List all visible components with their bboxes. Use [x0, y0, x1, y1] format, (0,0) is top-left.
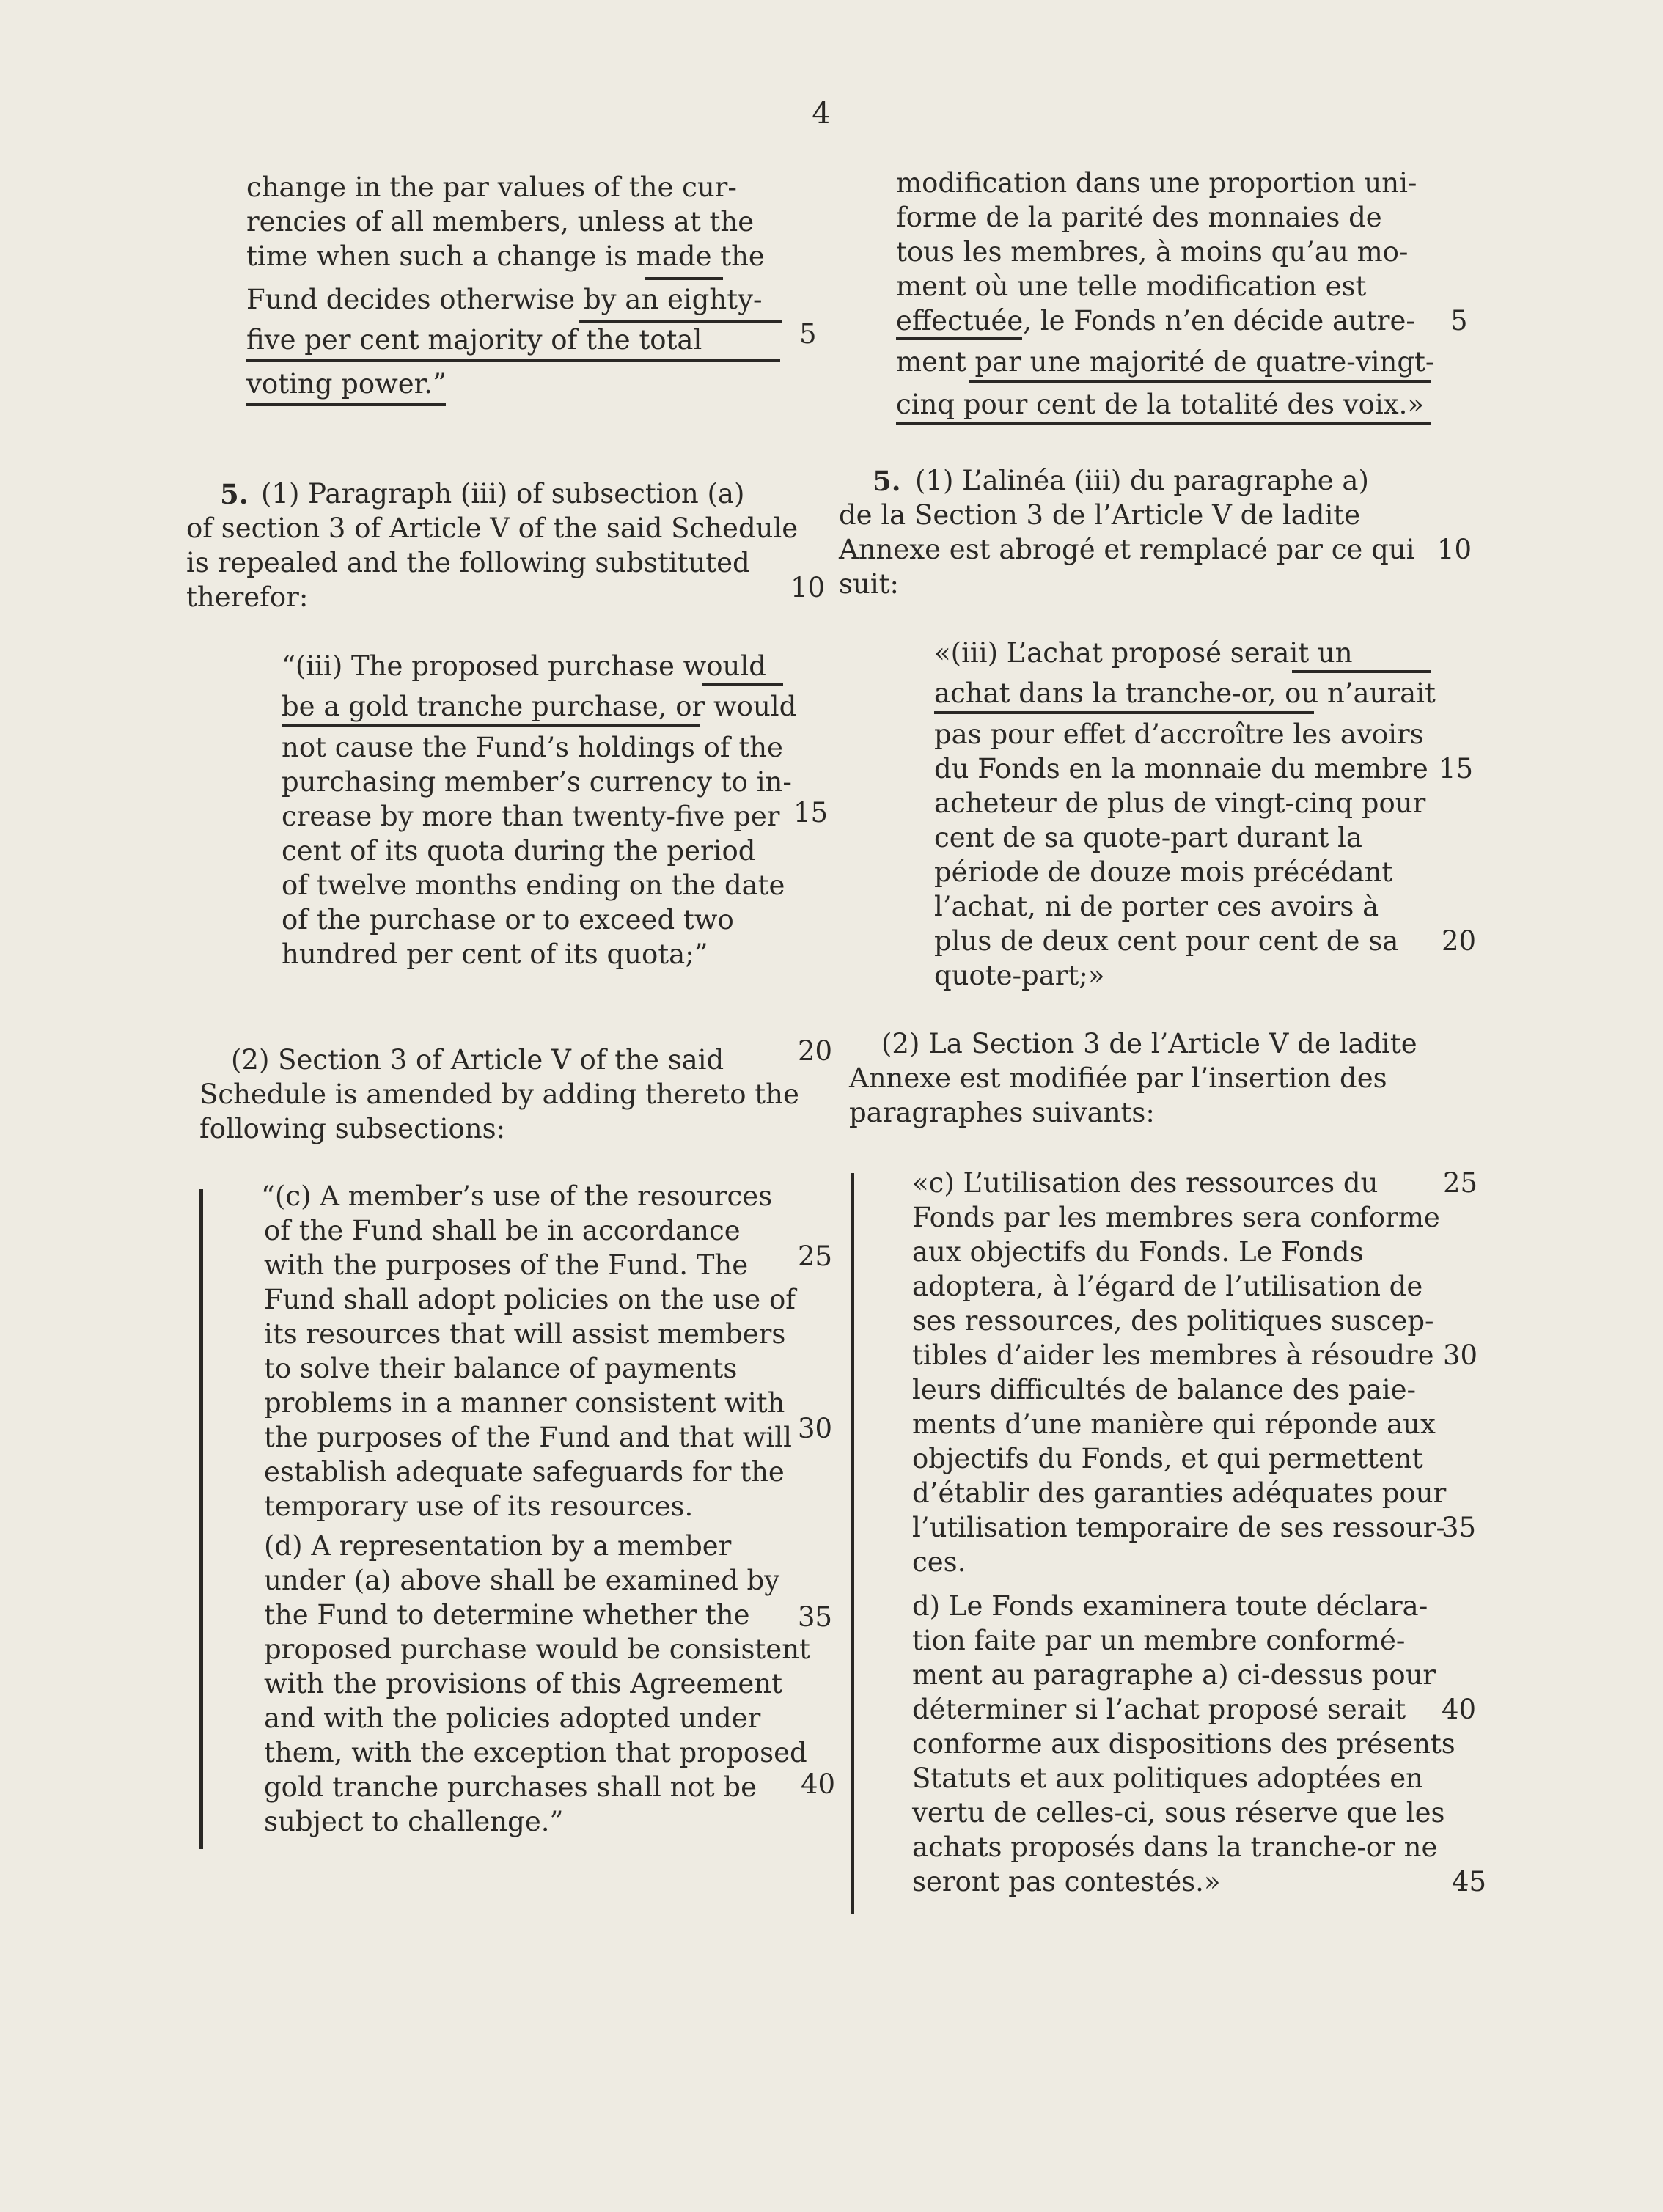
text-line: achats proposés dans la tranche-or ne [912, 1831, 1438, 1863]
text-line: déterminer si l’achat proposé serait [912, 1694, 1406, 1725]
underline-mark [579, 320, 782, 323]
underline-mark [246, 359, 780, 362]
line-number: 25 [798, 1241, 833, 1272]
text-line: therefor: [186, 581, 309, 613]
line-number: 30 [798, 1413, 833, 1444]
text-line: purchasing member’s currency to in- [282, 766, 792, 798]
line-number: 40 [1442, 1694, 1477, 1725]
line-number: 35 [798, 1601, 833, 1633]
text-line: to solve their balance of payments [264, 1353, 738, 1384]
text-line: under (a) above shall be examined by [264, 1565, 780, 1596]
text-line: ses ressources, des politiques suscep- [912, 1305, 1434, 1337]
text-line: modification dans une proportion uni- [896, 167, 1417, 199]
text-line: conforme aux dispositions des présents [912, 1728, 1455, 1760]
text-line: voting power.” [246, 368, 447, 400]
text-line: (1) Paragraph (iii) of subsection (a) [261, 478, 745, 510]
text-line: and with the policies adopted under [264, 1702, 761, 1734]
text-line: tous les membres, à moins qu’au mo- [896, 236, 1409, 268]
line-number: 15 [1439, 753, 1474, 785]
underline-mark [896, 337, 1022, 340]
text-line: problems in a manner consistent with [264, 1387, 785, 1419]
text-line: of the Fund shall be in accordance [264, 1215, 741, 1246]
text-line: du Fonds en la monnaie du membre [934, 753, 1428, 785]
text-line: (2) La Section 3 de l’Article V de ladite [881, 1028, 1417, 1059]
underline-mark [934, 711, 1314, 714]
text-line: adoptera, à l’égard de l’utilisation de [912, 1271, 1423, 1302]
text-line: «(iii) L’achat proposé serait un [934, 637, 1353, 669]
text-line: quote-part;» [934, 960, 1105, 991]
text-line: five per cent majority of the total [246, 324, 702, 356]
text-line: vertu de celles-ci, sous réserve que les [912, 1797, 1445, 1829]
text-line: hundred per cent of its quota;” [282, 938, 708, 970]
line-number: 10 [790, 572, 826, 603]
text-line: tion faite par un membre conformé- [912, 1625, 1406, 1656]
text-line: d’établir des garanties adéquates pour [912, 1477, 1447, 1509]
text-line: leurs difficultés de balance des paie- [912, 1374, 1417, 1406]
text-line: d) Le Fonds examinera toute déclara- [912, 1590, 1428, 1622]
line-number: 5 [1450, 305, 1468, 337]
text-line: de la Section 3 de l’Article V de ladite [839, 499, 1361, 531]
line-number: 25 [1443, 1167, 1478, 1199]
line-number: 15 [793, 797, 829, 828]
text-line: the purposes of the Fund and that will [264, 1422, 792, 1453]
text-line: (1) L’alinéa (iii) du paragraphe a) [915, 465, 1369, 496]
text-line: rencies of all members, unless at the [246, 206, 755, 238]
text-line: l’achat, ni de porter ces avoirs à [934, 891, 1379, 922]
text-line: be a gold tranche purchase, or would [282, 691, 797, 722]
text-line: gold tranche purchases shall not be [264, 1771, 757, 1803]
underline-mark [282, 724, 700, 727]
text-line: tibles d’aider les membres à résoudre [912, 1340, 1434, 1371]
text-line: Annexe est modifiée par l’insertion des [849, 1062, 1387, 1094]
section-number: 5. [873, 465, 901, 497]
text-line-body: time when such a change is made the [246, 240, 765, 272]
underline-mark [702, 683, 783, 686]
text-line [246, 239, 765, 274]
text-line: ment par une majorité de quatre-vingt- [896, 346, 1435, 378]
text-line: (2) Section 3 of Article V of the said [231, 1044, 724, 1076]
text-line: aux objectifs du Fonds. Le Fonds [912, 1236, 1364, 1268]
text-line: the Fund to determine whether the [264, 1599, 750, 1631]
text-line: pas pour effet d’accroître les avoirs [934, 719, 1424, 750]
text-line: with the purposes of the Fund. The [264, 1249, 749, 1281]
text-line: not cause the Fund’s holdings of the [282, 732, 783, 763]
text-line: plus de deux cent pour cent de sa [934, 925, 1399, 957]
text-line: ces. [912, 1546, 966, 1578]
text-line: cinq pour cent de la totalité des voix.» [896, 389, 1425, 420]
text-line: cent of its quota during the period [282, 835, 756, 867]
text-line: seront pas contestés.» [912, 1866, 1221, 1897]
line-number: 10 [1437, 534, 1472, 565]
text-line: effectuée, le Fonds n’en décide autre- [896, 305, 1415, 337]
underline-mark [645, 277, 723, 280]
text-line: subject to challenge.” [264, 1806, 564, 1837]
text-line: cent de sa quote-part durant la [934, 822, 1362, 853]
text-line: proposed purchase would be consistent [264, 1634, 810, 1665]
text-line: of section 3 of Article V of the said Schedule [186, 512, 799, 544]
amendment-margin-bar [199, 1189, 203, 1849]
text-line: Fund shall adopt policies on the use of [264, 1284, 796, 1315]
text-line: of the purchase or to exceed two [282, 904, 734, 936]
text-line: «c) L’utilisation des ressources du [912, 1167, 1379, 1199]
underline-mark [1292, 670, 1431, 673]
text-line: suit: [839, 568, 899, 600]
text-line: its resources that will assist members [264, 1318, 786, 1350]
text-line: objectifs du Fonds, et qui permettent [912, 1443, 1423, 1474]
text-line: ment où une telle modification est [896, 271, 1367, 302]
text-line: acheteur de plus de vingt-cinq pour [934, 787, 1426, 819]
section-number: 5. [220, 478, 249, 510]
text-line: of twelve months ending on the date [282, 870, 785, 901]
text-line: Statuts et aux politiques adoptées en [912, 1763, 1423, 1794]
underline-mark [969, 380, 1431, 383]
text-line: achat dans la tranche-or, ou n’aurait [934, 677, 1436, 709]
line-number: 30 [1443, 1340, 1478, 1371]
text-line: following subsections: [199, 1113, 506, 1144]
line-number: 20 [1442, 925, 1477, 957]
text-line: ments d’une manière qui réponde aux [912, 1408, 1436, 1440]
line-number: 5 [799, 318, 817, 350]
text-line: Annexe est abrogé et remplacé par ce qui [839, 534, 1415, 565]
text-line: with the provisions of this Agreement [264, 1668, 782, 1700]
text-line: (d) A representation by a member [264, 1530, 732, 1562]
underline-mark [896, 422, 1431, 425]
line-number: 35 [1442, 1512, 1477, 1543]
underline-mark [246, 403, 446, 406]
line-number: 45 [1452, 1866, 1487, 1897]
text-line: Schedule is amended by adding thereto the [199, 1079, 799, 1110]
line-number: 40 [801, 1768, 836, 1800]
text-line: l’utilisation temporaire de ses ressour- [912, 1512, 1445, 1543]
text-line: establish adequate safeguards for the [264, 1456, 785, 1488]
text-line: Fund decides otherwise by an eighty- [246, 284, 763, 315]
text-line: Fonds par les membres sera conforme [912, 1202, 1440, 1233]
text-line: période de douze mois précédant [934, 856, 1393, 888]
text-line: temporary use of its resources. [264, 1491, 694, 1522]
text-line: change in the par values of the cur- [246, 172, 737, 203]
text-line: crease by more than twenty-five per [282, 801, 780, 832]
text-line: ment au paragraphe a) ci-dessus pour [912, 1659, 1436, 1691]
text-line: is repealed and the following substituted [186, 547, 750, 578]
text-line: forme de la parité des monnaies de [896, 202, 1382, 233]
text-line: “(iii) The proposed purchase would [282, 650, 766, 682]
text-line: “(c) A member’s use of the resources [261, 1180, 773, 1212]
page-number: 4 [812, 97, 831, 131]
text-line: them, with the exception that proposed [264, 1737, 807, 1768]
line-number: 20 [798, 1035, 833, 1067]
text-line: paragraphes suivants: [849, 1097, 1155, 1128]
amendment-margin-bar [851, 1173, 854, 1914]
